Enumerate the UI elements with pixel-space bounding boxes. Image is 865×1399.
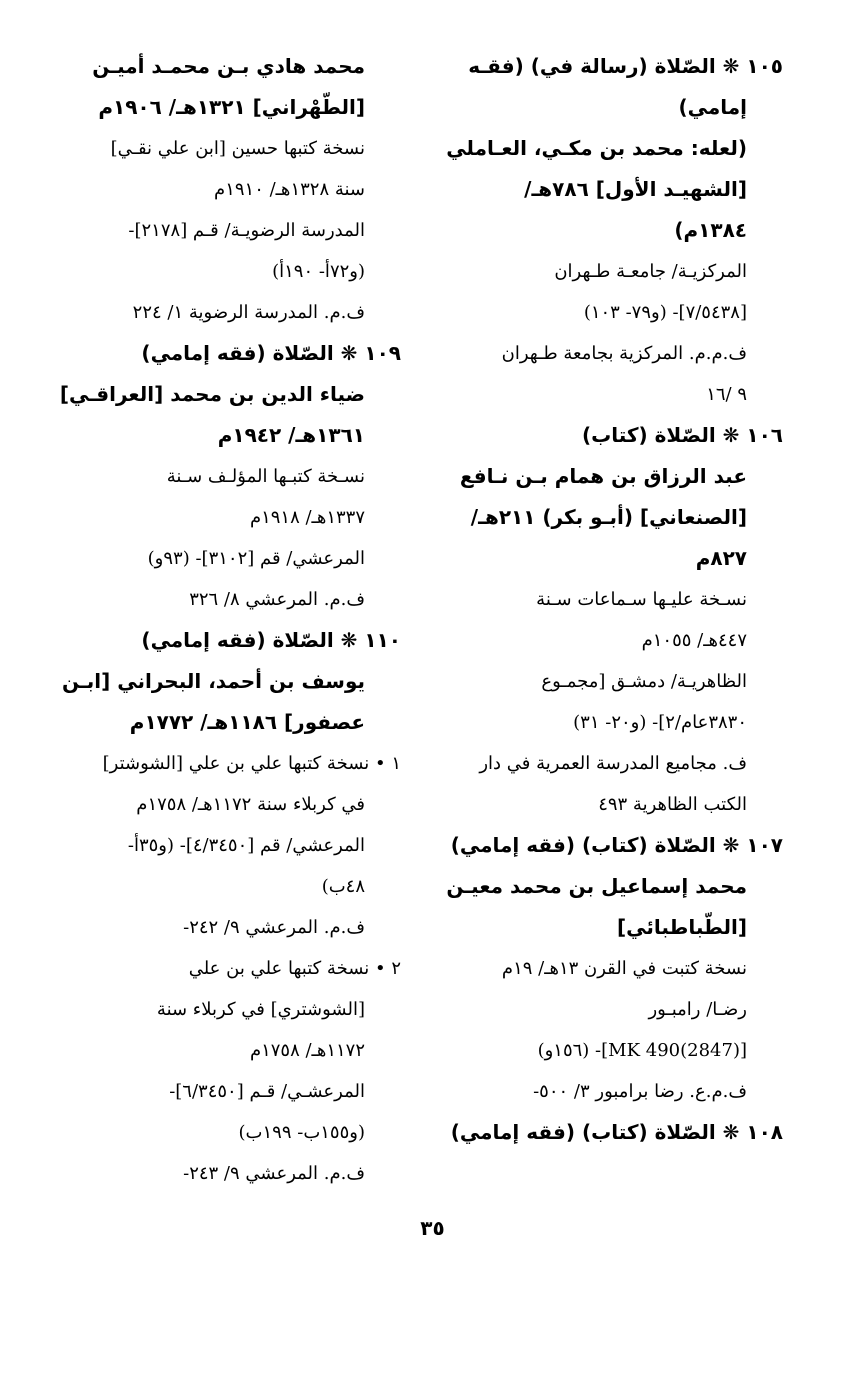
right-column-line-10: ١٠٦ ❋ الصّلاة (كتاب) xyxy=(581,423,783,447)
right-column-line-17: ٣٨٣٠عام/٢]- (و٢٠- ٣١) xyxy=(573,712,747,733)
left-column-line-9: ضياء الدين بن محمد [العراقـي] xyxy=(59,382,365,406)
left-column-line-22: ف.م. المرعشي ٩/ ٢٤٢- xyxy=(183,917,365,938)
right-column-line-2: إمامي) xyxy=(678,95,747,119)
right-column-line-6: المركزيـة/ جامعـة طـهران xyxy=(554,261,747,282)
left-column-line-28: ف.م. المرعشي ٩/ ٢٤٣- xyxy=(183,1163,365,1184)
left-column-line-5: المدرسة الرضويـة/ قـم [٢١٧٨]- xyxy=(128,220,365,241)
left-column-line-26: المرعشـي/ قـم [٦/٣٤٥٠]- xyxy=(169,1081,365,1102)
left-column-line-17: عصفور] ١١٨٦هـ/ ١٧٧٢م xyxy=(129,710,365,734)
right-column-line-8: ف.م.م. المركزية بجامعة طـهران xyxy=(501,343,747,364)
right-column-line-1: ١٠٥ ❋ الصّلاة (رسالة في) (فقـه xyxy=(468,54,783,78)
right-column-line-9: ٩ /١٦ xyxy=(706,384,747,405)
left-column-line-15: ١١٠ ❋ الصّلاة (فقه إمامي) xyxy=(141,628,401,652)
left-column-line-19: في كربلاء سنة ١١٧٢هـ/ ١٧٥٨م xyxy=(136,794,365,815)
right-column-line-22: [الطّباطبائي] xyxy=(616,915,747,939)
right-column-line-11: عبد الرزاق بن همام بـن نـافع xyxy=(459,464,747,488)
left-column-line-25: ١١٧٢هـ/ ١٧٥٨م xyxy=(249,1040,365,1061)
right-column-line-25: [MK 490(2847)]- (١٥٦و) xyxy=(537,1040,747,1061)
left-column-line-24: [الشوشتري] في كربلاء سنة xyxy=(156,999,365,1020)
left-column-line-16: يوسف بن أحمد، البحراني [ابـن xyxy=(61,669,365,693)
right-column-line-13: ٨٢٧م xyxy=(695,546,747,570)
right-column-line-14: نسـخة عليـها سـماعات سـنة xyxy=(536,589,747,610)
left-column-line-20: المرعشي/ قم [٤/٣٤٥٠]- (و٣٥أ- xyxy=(127,835,365,856)
left-column-line-10: ١٣٦١هـ/ ١٩٤٢م xyxy=(217,423,365,447)
left-column-line-1: محمد هادي بـن محمـد أميـن xyxy=(92,54,365,78)
left-column-line-23: ٢ • نسخة كتبها علي بن علي xyxy=(188,958,401,979)
left-column-line-7: ف.م. المدرسة الرضوية ١/ ٢٢٤ xyxy=(132,302,365,323)
right-column-line-19: الكتب الظاهرية ٤٩٣ xyxy=(598,794,747,815)
right-column-line-5: ١٣٨٤م) xyxy=(674,218,747,242)
left-column-line-14: ف.م. المرعشي ٨/ ٣٢٦ xyxy=(189,589,365,610)
right-column-line-23: نسخة كتبت في القرن ١٣هـ/ ١٩م xyxy=(501,958,747,979)
right-column-line-26: ف.م.ع. رضا برامبور ٣/ ٥٠٠- xyxy=(533,1081,747,1102)
left-column-line-12: ١٣٣٧هـ/ ١٩١٨م xyxy=(249,507,365,528)
right-column-line-27: ١٠٨ ❋ الصّلاة (كتاب) (فقه إمامي) xyxy=(450,1120,783,1144)
right-column-line-20: ١٠٧ ❋ الصّلاة (كتاب) (فقه إمامي) xyxy=(450,833,783,857)
right-column xyxy=(441,46,783,1153)
left-column-line-27: (و١٥٥ب- ١٩٩ب) xyxy=(238,1122,365,1143)
right-column-line-16: الظاهريـة/ دمشـق [مجمـوع xyxy=(541,671,747,692)
left-column-line-13: المرعشي/ قم [٣١٠٢]- (٩٣و) xyxy=(147,548,365,569)
right-column-line-15: ٤٤٧هـ/ ١٠٥٥م xyxy=(641,630,747,651)
right-column-line-3: (لعله: محمد بن مكـي، العـاملي xyxy=(446,136,747,160)
page-number: ٣٥ xyxy=(420,1216,445,1240)
left-column-line-6: (و٧٢أ- ١٩٠أ) xyxy=(272,261,365,282)
left-column xyxy=(55,46,401,1194)
left-column-line-21: ٤٨ب) xyxy=(321,876,365,897)
right-column-line-21: محمد إسماعيل بن محمد معيـن xyxy=(446,874,747,898)
right-column-line-12: [الصنعاني] (أبـو بكر) ٢١١هـ/ xyxy=(470,505,747,529)
left-column-line-2: [الطّهْراني] ١٣٢١هـ/ ١٩٠٦م xyxy=(98,95,365,119)
right-column-line-24: رضـا/ رامبـور xyxy=(648,999,747,1020)
right-column-line-18: ف. مجاميع المدرسة العمرية في دار xyxy=(479,753,747,774)
left-column-line-11: نسـخة كتبـها المؤلـف سـنة xyxy=(166,466,365,487)
left-column-line-8: ١٠٩ ❋ الصّلاة (فقه إمامي) xyxy=(141,341,401,365)
right-column-line-7: [٧/٥٤٣٨]- (و٧٩- ١٠٣) xyxy=(583,302,747,323)
left-column-line-3: نسخة كتبها حسين [ابن علي نقـي] xyxy=(110,138,365,159)
right-column-line-4: [الشهيـد الأول] ٧٨٦هـ/ xyxy=(524,177,747,201)
left-column-line-4: سنة ١٣٢٨هـ/ ١٩١٠م xyxy=(214,179,365,200)
left-column-line-18: ١ • نسخة كتبها علي بن علي [الشوشتر] xyxy=(102,753,401,774)
